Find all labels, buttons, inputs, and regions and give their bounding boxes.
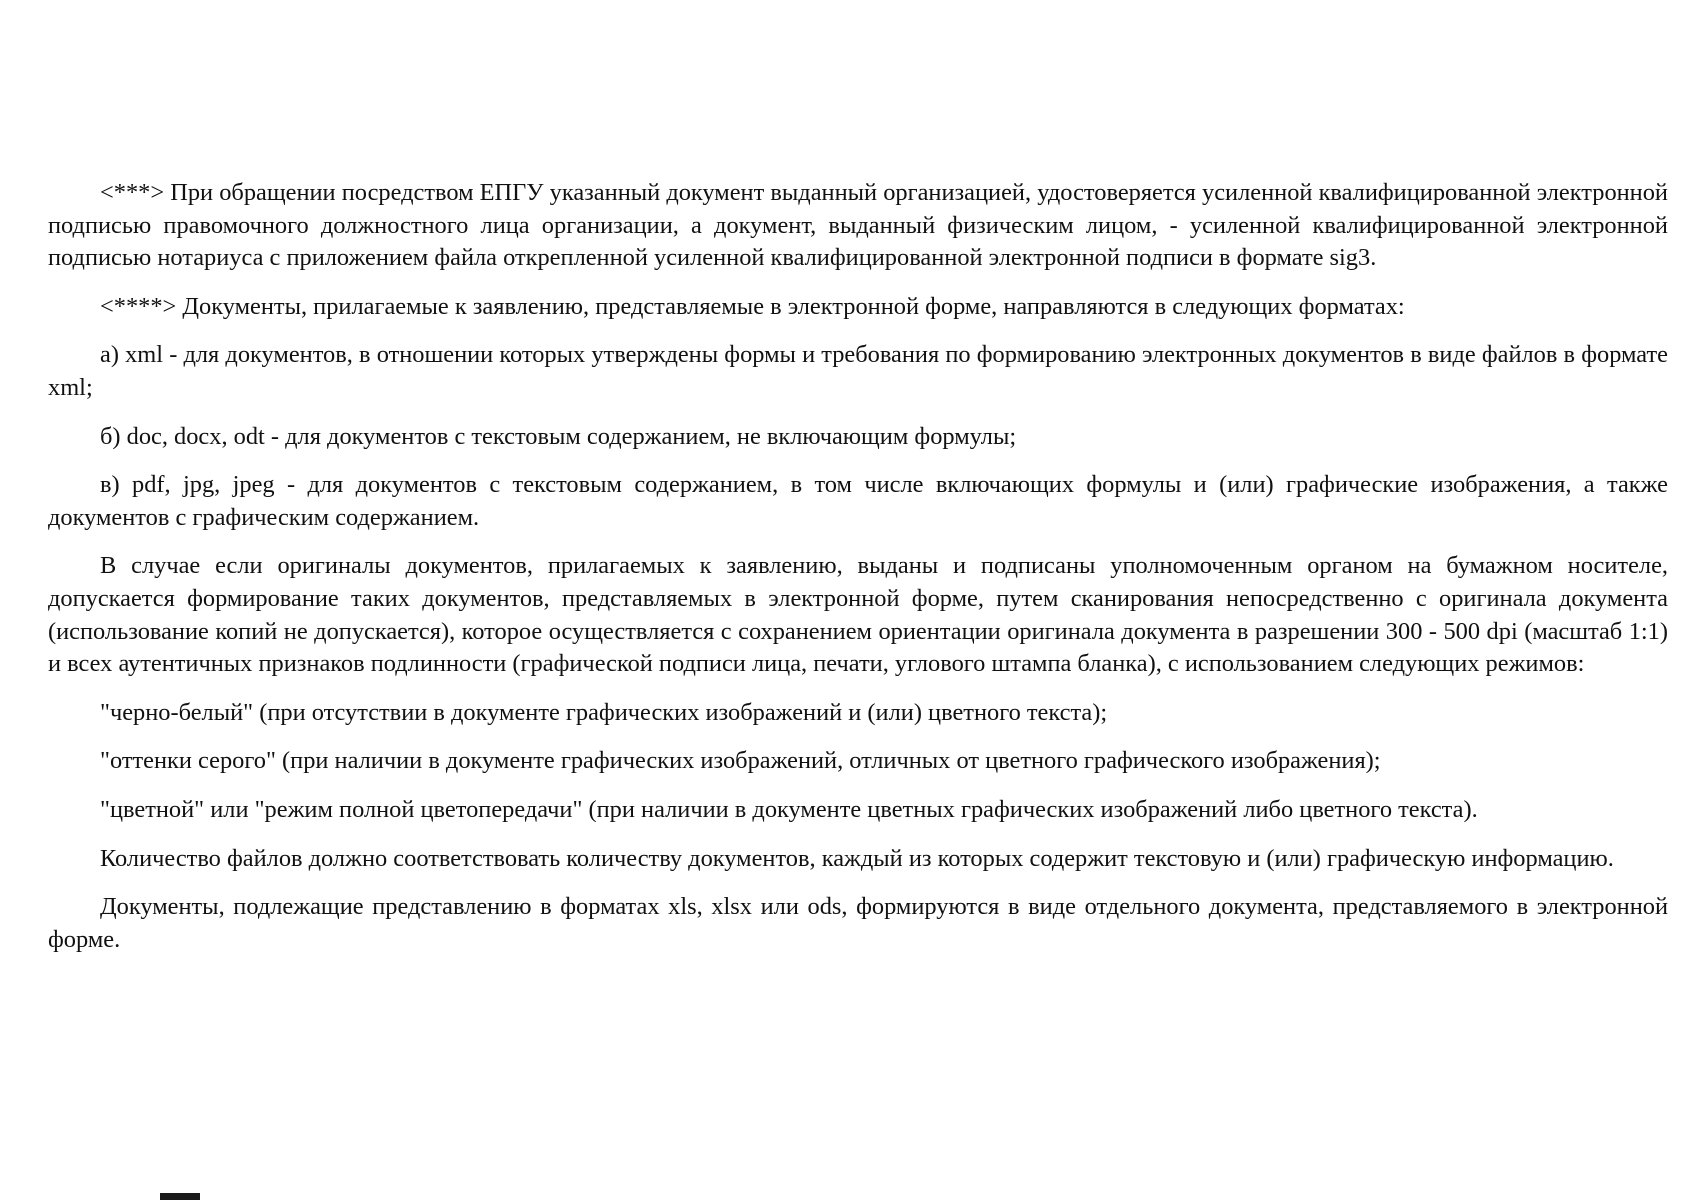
cropped-text-fragment [160,1193,200,1200]
spreadsheet-rule: Документы, подлежащие представлению в форматах xls, xlsx или ods, формируются в виде отдельного документа, представляемого в электронной форме. [48,893,1668,953]
format-item-c: в) pdf, jpg, jpeg - для документов с текстовым содержанием, в том числе включающих формулы и (или) графические изображения, а также документов с графическим содержанием. [48,471,1668,531]
mode-color: "цветной" или "режим полной цветопередачи" (при наличии в документе цветных графических изображений либо цветного текста). [100,795,1478,823]
footnote-three-stars: <***> При обращении посредством ЕПГУ указанный документ выданный организацией, удостоверяется усиленной квалифицированной электронной подписью правомочного должностного лица организации, а документ, выданный физическим лицом, - усиленной квалифицированной электронной подписью нотариуса с приложением файла открепленной усиленной квалифицированной электронной подписи в формате sig3. [48,179,1668,272]
document-page [48,177,1668,956]
mode-grayscale: "оттенки серого" (при наличии в документе графических изображений, отличных от цветного графического изображения); [100,747,1381,775]
file-count-rule: Количество файлов должно соответствовать количеству документов, каждый из которых содержит текстовую и (или) графическую информацию. [100,844,1614,872]
mode-black-white: "черно-белый" (при отсутствии в документе графических изображений и (или) цветного текста); [100,698,1108,726]
footnote-four-stars: <****> Документы, прилагаемые к заявлению, представляемые в электронной форме, направляются в следующих форматах: [100,292,1405,320]
scanning-requirements: В случае если оригиналы документов, прилагаемых к заявлению, выданы и подписаны уполномоченным органом на бумажном носителе, допускается формирование таких документов, представляемых в электронной форме, путем сканирования непосредственно с оригинала документа (использование копий не допускается), которое осуществляется с сохранением ориентации оригинала документа в разрешении 300 - 500 dpi (масштаб 1:1) и всех аутентичных признаков подлинности (графической подписи лица, печати, углового штампа бланка), с использованием следующих режимов: [48,552,1668,678]
format-item-b: б) doc, docx, odt - для документов с текстовым содержанием, не включающим формулы; [100,422,1017,450]
format-item-a: а) xml - для документов, в отношении которых утверждены формы и требования по формированию электронных документов в виде файлов в формате xml; [48,341,1668,401]
